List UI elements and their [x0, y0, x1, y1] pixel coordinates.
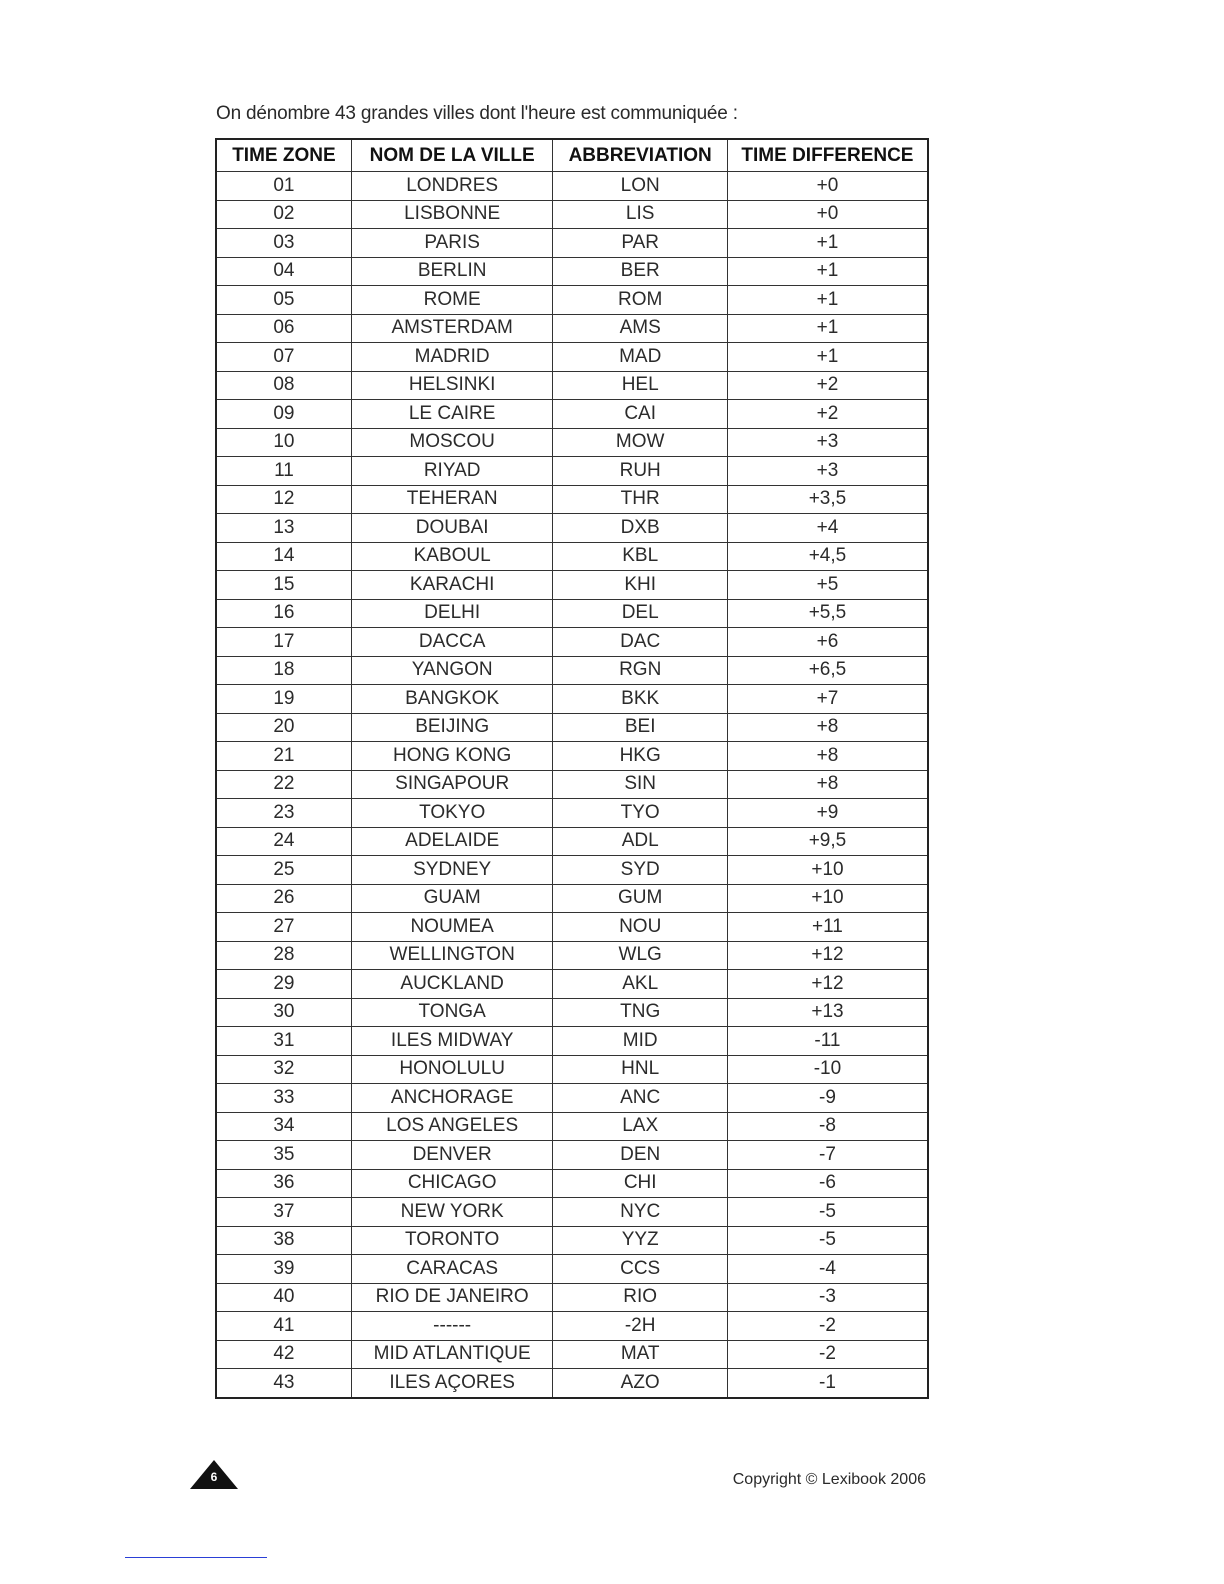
cell-abbreviation: BEI — [553, 713, 727, 742]
cell-abbreviation: CCS — [553, 1255, 727, 1284]
cell-city-name: TONGA — [351, 998, 553, 1027]
copyright-text: Copyright © Lexibook 2006 — [732, 1471, 926, 1488]
table-row — [216, 400, 928, 429]
cell-city-name: ILES AÇORES — [351, 1369, 553, 1398]
cell-abbreviation: SYD — [553, 856, 727, 885]
cell-city-name: YANGON — [351, 656, 553, 685]
cell-time-zone: 22 — [216, 770, 351, 799]
cell-time-difference: -4 — [727, 1255, 928, 1284]
cell-time-difference: +3 — [727, 457, 928, 486]
cell-time-zone: 38 — [216, 1226, 351, 1255]
cell-city-name: HONG KONG — [351, 742, 553, 771]
cell-time-zone: 11 — [216, 457, 351, 486]
cell-time-zone: 35 — [216, 1141, 351, 1170]
table-row — [216, 457, 928, 486]
cell-abbreviation: LIS — [553, 200, 727, 229]
cell-abbreviation: NOU — [553, 913, 727, 942]
cell-city-name: HELSINKI — [351, 371, 553, 400]
cell-time-zone: 43 — [216, 1369, 351, 1398]
cell-city-name: ROME — [351, 286, 553, 315]
cell-city-name: LE CAIRE — [351, 400, 553, 429]
cell-city-name: LONDRES — [351, 172, 553, 201]
cell-city-name: DACCA — [351, 628, 553, 657]
cell-time-difference: -10 — [727, 1055, 928, 1084]
cell-city-name: TEHERAN — [351, 485, 553, 514]
cell-city-name: DELHI — [351, 599, 553, 628]
cell-time-difference: +8 — [727, 713, 928, 742]
cell-time-difference: +4,5 — [727, 542, 928, 571]
cell-abbreviation: RUH — [553, 457, 727, 486]
page-number: 6 — [210, 1470, 218, 1484]
cell-time-difference: +10 — [727, 856, 928, 885]
cell-city-name: ADELAIDE — [351, 827, 553, 856]
cell-time-difference: +1 — [727, 229, 928, 258]
table-row — [216, 428, 928, 457]
cell-time-zone: 01 — [216, 172, 351, 201]
cell-time-zone: 32 — [216, 1055, 351, 1084]
table-row — [216, 314, 928, 343]
cell-abbreviation: ANC — [553, 1084, 727, 1113]
cell-city-name: TOKYO — [351, 799, 553, 828]
cell-time-zone: 06 — [216, 314, 351, 343]
cell-time-difference: +9 — [727, 799, 928, 828]
cell-abbreviation: TNG — [553, 998, 727, 1027]
cell-city-name: ------ — [351, 1312, 553, 1341]
cell-abbreviation: AZO — [553, 1369, 727, 1398]
cell-abbreviation: MID — [553, 1027, 727, 1056]
table-row — [216, 1055, 928, 1084]
cell-time-zone: 26 — [216, 884, 351, 913]
cell-abbreviation: AKL — [553, 970, 727, 999]
table-row — [216, 485, 928, 514]
cell-city-name: NOUMEA — [351, 913, 553, 942]
cell-abbreviation: HNL — [553, 1055, 727, 1084]
cell-time-difference: +5,5 — [727, 599, 928, 628]
cell-abbreviation: DAC — [553, 628, 727, 657]
cell-time-zone: 09 — [216, 400, 351, 429]
cell-time-difference: -2 — [727, 1340, 928, 1369]
cell-time-zone: 14 — [216, 542, 351, 571]
cell-time-zone: 29 — [216, 970, 351, 999]
cell-abbreviation: RGN — [553, 656, 727, 685]
table-row — [216, 1340, 928, 1369]
cell-time-difference: +6 — [727, 628, 928, 657]
table-row — [216, 998, 928, 1027]
table-row — [216, 286, 928, 315]
cell-time-difference: +11 — [727, 913, 928, 942]
table-row — [216, 827, 928, 856]
cell-city-name: DOUBAI — [351, 514, 553, 543]
header-city-name: NOM DE LA VILLE — [351, 139, 553, 172]
cell-city-name: BEIJING — [351, 713, 553, 742]
cell-time-difference: +13 — [727, 998, 928, 1027]
cell-abbreviation: TYO — [553, 799, 727, 828]
cell-time-difference: +1 — [727, 257, 928, 286]
cell-abbreviation: KHI — [553, 571, 727, 600]
cell-time-difference: +8 — [727, 742, 928, 771]
intro-text: On dénombre 43 grandes villes dont l'heure est communiquée : — [216, 103, 738, 124]
table-row — [216, 1198, 928, 1227]
cell-city-name: RIYAD — [351, 457, 553, 486]
cell-city-name: CARACAS — [351, 1255, 553, 1284]
table-row — [216, 1027, 928, 1056]
cell-city-name: SYDNEY — [351, 856, 553, 885]
cell-abbreviation: ROM — [553, 286, 727, 315]
cell-city-name: MID ATLANTIQUE — [351, 1340, 553, 1369]
table-row — [216, 542, 928, 571]
cell-time-difference: -2 — [727, 1312, 928, 1341]
cell-time-difference: -9 — [727, 1084, 928, 1113]
cell-time-zone: 03 — [216, 229, 351, 258]
table-row — [216, 1312, 928, 1341]
cell-time-difference: -11 — [727, 1027, 928, 1056]
table-row — [216, 172, 928, 201]
cell-time-zone: 40 — [216, 1283, 351, 1312]
cell-city-name: NEW YORK — [351, 1198, 553, 1227]
cell-abbreviation: THR — [553, 485, 727, 514]
cell-city-name: ANCHORAGE — [351, 1084, 553, 1113]
cell-time-difference: -5 — [727, 1226, 928, 1255]
table-row — [216, 599, 928, 628]
cell-time-zone: 25 — [216, 856, 351, 885]
cell-time-zone: 37 — [216, 1198, 351, 1227]
cell-abbreviation: BKK — [553, 685, 727, 714]
cell-time-difference: -8 — [727, 1112, 928, 1141]
cell-abbreviation: MOW — [553, 428, 727, 457]
cell-time-zone: 04 — [216, 257, 351, 286]
cell-time-zone: 18 — [216, 656, 351, 685]
cell-time-zone: 28 — [216, 941, 351, 970]
table-row — [216, 628, 928, 657]
cell-abbreviation: PAR — [553, 229, 727, 258]
cell-time-zone: 20 — [216, 713, 351, 742]
cell-time-zone: 33 — [216, 1084, 351, 1113]
table-row — [216, 656, 928, 685]
cell-time-zone: 36 — [216, 1169, 351, 1198]
cell-time-difference: -1 — [727, 1369, 928, 1398]
cell-city-name: KARACHI — [351, 571, 553, 600]
table-row — [216, 970, 928, 999]
cell-city-name: TORONTO — [351, 1226, 553, 1255]
cell-time-difference: +4 — [727, 514, 928, 543]
cell-time-zone: 21 — [216, 742, 351, 771]
cell-city-name: PARIS — [351, 229, 553, 258]
bottom-divider — [125, 1557, 267, 1558]
table-row — [216, 941, 928, 970]
cell-time-zone: 27 — [216, 913, 351, 942]
cell-time-zone: 10 — [216, 428, 351, 457]
cell-time-zone: 05 — [216, 286, 351, 315]
table-row — [216, 1283, 928, 1312]
cell-time-zone: 02 — [216, 200, 351, 229]
table-row — [216, 1226, 928, 1255]
cell-time-difference: -5 — [727, 1198, 928, 1227]
cell-city-name: MADRID — [351, 343, 553, 372]
cell-time-difference: +12 — [727, 970, 928, 999]
cell-abbreviation: NYC — [553, 1198, 727, 1227]
page-number-marker — [190, 1460, 240, 1490]
table-row — [216, 685, 928, 714]
cell-abbreviation: GUM — [553, 884, 727, 913]
cell-abbreviation: LON — [553, 172, 727, 201]
table-row — [216, 1112, 928, 1141]
cell-city-name: SINGAPOUR — [351, 770, 553, 799]
cell-abbreviation: LAX — [553, 1112, 727, 1141]
cell-time-zone: 13 — [216, 514, 351, 543]
cell-time-zone: 42 — [216, 1340, 351, 1369]
cell-time-difference: +1 — [727, 343, 928, 372]
cell-abbreviation: DEN — [553, 1141, 727, 1170]
cell-time-difference: +9,5 — [727, 827, 928, 856]
cell-time-difference: +1 — [727, 314, 928, 343]
cell-time-zone: 24 — [216, 827, 351, 856]
cell-city-name: BANGKOK — [351, 685, 553, 714]
cell-time-difference: +10 — [727, 884, 928, 913]
cell-time-difference: -6 — [727, 1169, 928, 1198]
cell-time-difference: +0 — [727, 172, 928, 201]
cell-city-name: RIO DE JANEIRO — [351, 1283, 553, 1312]
cell-time-zone: 19 — [216, 685, 351, 714]
cell-abbreviation: HKG — [553, 742, 727, 771]
cell-abbreviation: ADL — [553, 827, 727, 856]
cell-city-name: AUCKLAND — [351, 970, 553, 999]
cell-city-name: MOSCOU — [351, 428, 553, 457]
cell-abbreviation: SIN — [553, 770, 727, 799]
cell-time-zone: 15 — [216, 571, 351, 600]
cell-city-name: ILES MIDWAY — [351, 1027, 553, 1056]
cell-abbreviation: MAD — [553, 343, 727, 372]
cell-time-difference: +6,5 — [727, 656, 928, 685]
table-header-row — [216, 139, 928, 172]
table-row — [216, 742, 928, 771]
cell-time-zone: 17 — [216, 628, 351, 657]
cell-abbreviation: DXB — [553, 514, 727, 543]
cell-abbreviation: DEL — [553, 599, 727, 628]
cell-time-difference: +12 — [727, 941, 928, 970]
table-row — [216, 514, 928, 543]
cell-city-name: GUAM — [351, 884, 553, 913]
time-zone-table — [215, 138, 929, 1399]
cell-abbreviation: KBL — [553, 542, 727, 571]
cell-time-zone: 23 — [216, 799, 351, 828]
cell-time-zone: 12 — [216, 485, 351, 514]
cell-time-difference: -7 — [727, 1141, 928, 1170]
table-row — [216, 1141, 928, 1170]
cell-abbreviation: AMS — [553, 314, 727, 343]
header-time-difference: TIME DIFFERENCE — [727, 139, 928, 172]
cell-time-difference: +7 — [727, 685, 928, 714]
cell-time-difference: +8 — [727, 770, 928, 799]
cell-abbreviation: YYZ — [553, 1226, 727, 1255]
header-abbreviation: ABBREVIATION — [553, 139, 727, 172]
table-row — [216, 1169, 928, 1198]
table-row — [216, 571, 928, 600]
cell-time-zone: 08 — [216, 371, 351, 400]
table-body — [216, 172, 928, 1398]
cell-time-difference: +5 — [727, 571, 928, 600]
cell-time-zone: 39 — [216, 1255, 351, 1284]
cell-abbreviation: CAI — [553, 400, 727, 429]
cell-abbreviation: -2H — [553, 1312, 727, 1341]
table-row — [216, 1369, 928, 1398]
cell-abbreviation: MAT — [553, 1340, 727, 1369]
cell-city-name: DENVER — [351, 1141, 553, 1170]
table-row — [216, 200, 928, 229]
table-row — [216, 913, 928, 942]
cell-time-difference: +0 — [727, 200, 928, 229]
cell-city-name: HONOLULU — [351, 1055, 553, 1084]
cell-city-name: LISBONNE — [351, 200, 553, 229]
cell-city-name: KABOUL — [351, 542, 553, 571]
cell-city-name: CHICAGO — [351, 1169, 553, 1198]
cell-time-zone: 41 — [216, 1312, 351, 1341]
cell-city-name: WELLINGTON — [351, 941, 553, 970]
cell-abbreviation: CHI — [553, 1169, 727, 1198]
table-row — [216, 884, 928, 913]
table-row — [216, 799, 928, 828]
table-row — [216, 371, 928, 400]
cell-time-zone: 31 — [216, 1027, 351, 1056]
cell-time-difference: +3,5 — [727, 485, 928, 514]
table-row — [216, 343, 928, 372]
cell-abbreviation: BER — [553, 257, 727, 286]
cell-city-name: BERLIN — [351, 257, 553, 286]
cell-time-zone: 07 — [216, 343, 351, 372]
table-row — [216, 229, 928, 258]
table-row — [216, 257, 928, 286]
cell-city-name: AMSTERDAM — [351, 314, 553, 343]
cell-time-difference: +2 — [727, 400, 928, 429]
cell-time-zone: 34 — [216, 1112, 351, 1141]
cell-abbreviation: HEL — [553, 371, 727, 400]
table-row — [216, 1084, 928, 1113]
cell-time-difference: +1 — [727, 286, 928, 315]
table-row — [216, 770, 928, 799]
cell-time-difference: -3 — [727, 1283, 928, 1312]
cell-time-zone: 16 — [216, 599, 351, 628]
header-time-zone: TIME ZONE — [216, 139, 351, 172]
table-row — [216, 1255, 928, 1284]
cell-time-difference: +3 — [727, 428, 928, 457]
cell-abbreviation: RIO — [553, 1283, 727, 1312]
table-row — [216, 713, 928, 742]
cell-abbreviation: WLG — [553, 941, 727, 970]
cell-city-name: LOS ANGELES — [351, 1112, 553, 1141]
cell-time-zone: 30 — [216, 998, 351, 1027]
table-row — [216, 856, 928, 885]
cell-time-difference: +2 — [727, 371, 928, 400]
